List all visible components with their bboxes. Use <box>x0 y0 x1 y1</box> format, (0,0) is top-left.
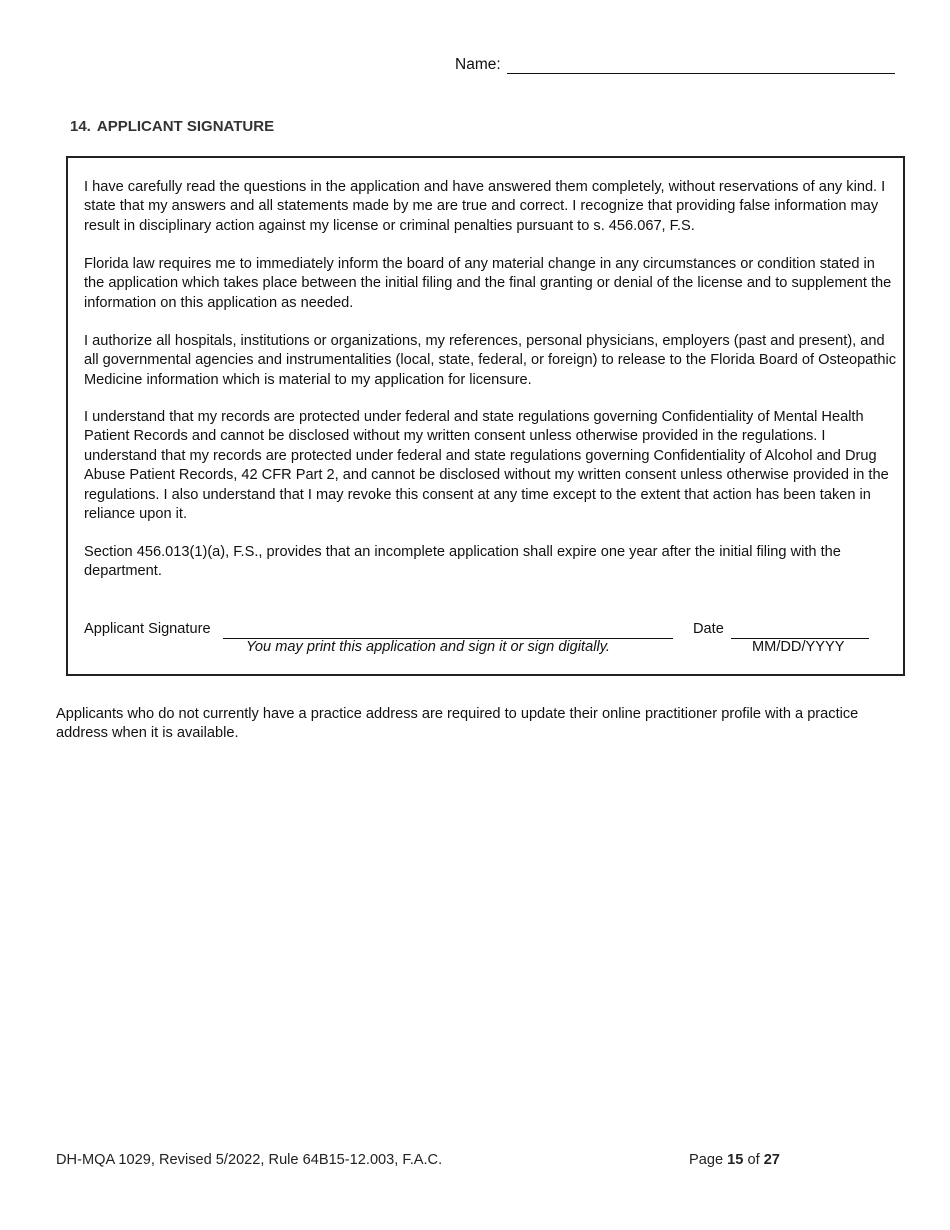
footer-page-number <box>689 1152 780 1168</box>
name-field-row <box>455 55 895 74</box>
statement-paragraph-authorization: I authorize all hospitals, institutions or organizations, my references, personal physicians, employers (past and present), and all governmental agencies and instrumentalities (local, state, federal, or foreign) to release to the Florida Board of Osteopathic Medicine information which is material to my application for licensure. <box>84 333 897 388</box>
signature-label: Applicant Signature <box>84 621 211 637</box>
statement-paragraph-accuracy: I have carefully read the questions in the application and have answered them completely, without reservations of any kind. I state that my answers and all statements made by me are true and correct. I recognize that providing false information may result in disciplinary action against my license or criminal penalties pursuant to s. 456.067, F.S. <box>84 179 886 234</box>
practice-address-note: Applicants who do not currently have a practice address are required to update their online practitioner profile with a practice address when it is available. <box>56 706 859 742</box>
date-input-line[interactable] <box>731 621 869 639</box>
section-heading <box>70 118 274 135</box>
date-format-hint: MM/DD/YYYY <box>752 639 845 655</box>
statement-paragraph-expiration: Section 456.013(1)(a), F.S., provides that an incomplete application shall expire one year after the initial filing with the department. <box>84 544 841 580</box>
signature-statement-box <box>66 156 905 676</box>
footer-form-id: DH-MQA 1029, Revised 5/2022, Rule 64B15-12.003, F.A.C. <box>56 1152 443 1168</box>
name-input-line[interactable] <box>507 55 895 74</box>
section-number: 14. <box>70 118 91 135</box>
signature-note: You may print this application and sign it or sign digitally. <box>246 639 610 655</box>
statement-paragraph-confidentiality: I understand that my records are protected under federal and state regulations governing Confidentiality of Mental Health Patient Records and cannot be disclosed without my written consent unless otherwise provided in the regulations. I understand that my records are protected under federal and state regulations governing Confidentiality of Alcohol and Drug Abuse Patient Records, 42 CFR Part 2, and cannot be disclosed without my written consent unless otherwise provided in the regulations. I also understand that I may revoke this consent at any time except to the extent that action has been taken in reliance upon it. <box>84 409 889 523</box>
statement-paragraph-change-notice: Florida law requires me to immediately inform the board of any material change in any circumstances or condition stated in the application which takes place between the initial filing and the final granting or denial of the license and to supplement the information on this application as needed. <box>84 256 892 311</box>
page-current: 15 <box>727 1152 744 1168</box>
page-of: of <box>747 1152 760 1168</box>
page-word: Page <box>689 1152 724 1168</box>
section-title: APPLICANT SIGNATURE <box>96 118 275 135</box>
signature-input-line[interactable] <box>223 621 673 639</box>
date-label: Date <box>693 621 724 637</box>
page-total: 27 <box>763 1152 780 1168</box>
name-label: Name: <box>455 56 501 73</box>
